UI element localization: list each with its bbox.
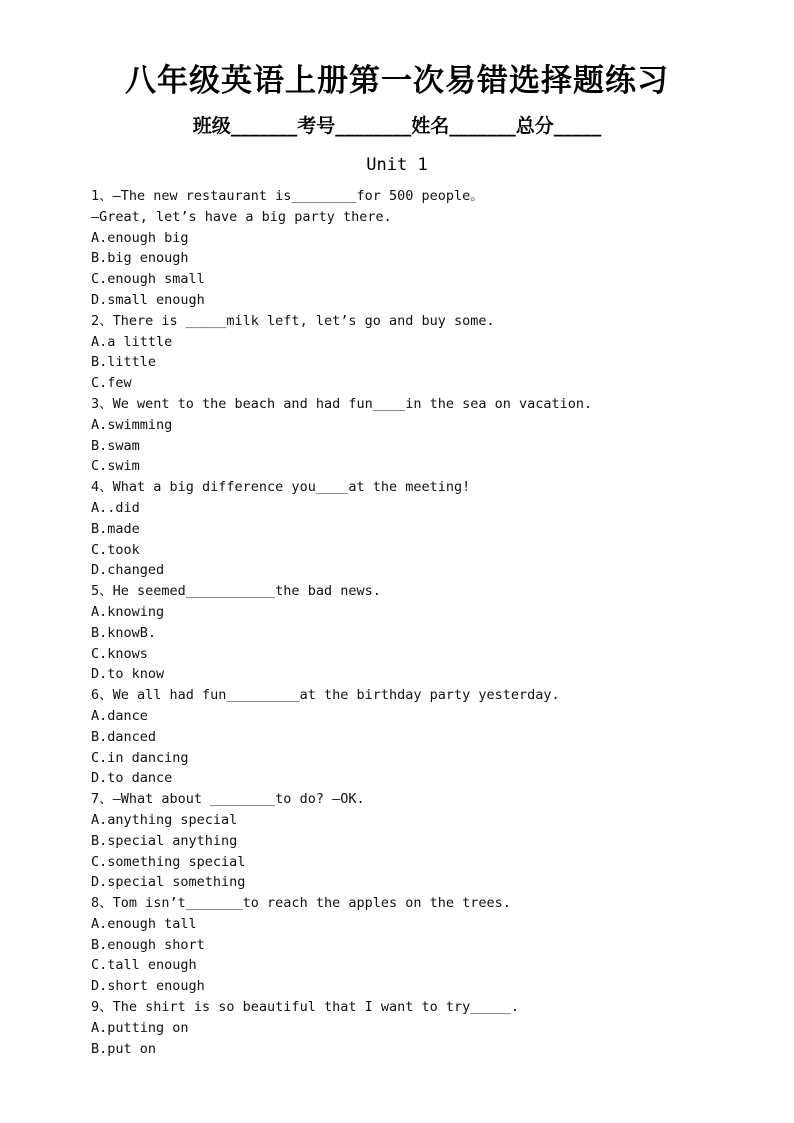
question-stem: 5、He seemed___________the bad news. bbox=[91, 583, 381, 600]
answer-option: B.danced bbox=[91, 728, 157, 745]
question-4 bbox=[91, 477, 731, 581]
answer-option: A.putting on bbox=[91, 1019, 189, 1036]
question-stem: 4、What a big difference you____at the meeting! bbox=[91, 479, 471, 496]
answer-option: B.put on bbox=[91, 1040, 157, 1057]
question-stem: 6、We all had fun_________at the birthday party yesterday. bbox=[91, 687, 560, 704]
question-8 bbox=[91, 893, 731, 997]
answer-option: D.small enough bbox=[91, 291, 205, 308]
answer-option: B.little bbox=[91, 354, 157, 371]
answer-option: C.something special bbox=[91, 853, 246, 870]
answer-option: D.to dance bbox=[91, 770, 173, 787]
unit-heading: Unit 1 bbox=[366, 155, 428, 175]
page-title: 八年级英语上册第一次易错选择题练习 bbox=[125, 63, 669, 99]
answer-option: D.special something bbox=[91, 874, 246, 891]
answer-option: A.a little bbox=[91, 333, 173, 350]
question-3 bbox=[91, 394, 731, 477]
answer-option: B.knowB. bbox=[91, 624, 157, 641]
answer-option: C.swim bbox=[91, 458, 140, 475]
answer-option: C.took bbox=[91, 541, 140, 558]
question-stem: —Great, let’s have a big party there. bbox=[91, 208, 392, 225]
question-7 bbox=[91, 789, 731, 893]
question-9 bbox=[91, 997, 731, 1059]
answer-option: B.swam bbox=[91, 437, 140, 454]
question-stem: 3、We went to the beach and had fun____in the sea on vacation. bbox=[91, 395, 593, 412]
answer-option: A.enough big bbox=[91, 229, 189, 246]
question-stem: 8、Tom isn’t_______to reach the apples on the trees. bbox=[91, 895, 511, 912]
question-stem: 1、—The new restaurant is________for 500 people。 bbox=[91, 188, 484, 204]
answer-option: A.anything special bbox=[91, 811, 238, 828]
answer-option: A.dance bbox=[91, 707, 148, 724]
answer-option: B.enough short bbox=[91, 936, 205, 953]
answer-option: C.in dancing bbox=[91, 749, 189, 766]
student-info-line: 班级_______考号________姓名_______总分_____ bbox=[192, 115, 602, 137]
answer-option: B.big enough bbox=[91, 250, 189, 267]
answer-option: A.enough tall bbox=[91, 915, 197, 932]
answer-option: D.changed bbox=[91, 562, 165, 579]
answer-option: A..did bbox=[91, 499, 140, 516]
question-stem: 7、—What about ________to do? —OK. bbox=[91, 791, 365, 808]
answer-option: C.enough small bbox=[91, 271, 205, 288]
question-2 bbox=[91, 311, 731, 394]
answer-option: D.to know bbox=[91, 666, 165, 683]
answer-option: B.special anything bbox=[91, 832, 238, 849]
question-1 bbox=[91, 186, 731, 311]
answer-option: C.tall enough bbox=[91, 957, 197, 974]
answer-option: C.few bbox=[91, 375, 132, 392]
question-stem: 2、There is _____milk left, let’s go and buy some. bbox=[91, 312, 495, 329]
question-6 bbox=[91, 685, 731, 789]
answer-option: A.swimming bbox=[91, 416, 173, 433]
question-5 bbox=[91, 581, 731, 685]
answer-option: B.made bbox=[91, 520, 140, 537]
question-stem: 9、The shirt is so beautiful that I want to try_____. bbox=[91, 999, 520, 1016]
answer-option: D.short enough bbox=[91, 978, 205, 995]
question-list bbox=[91, 186, 731, 1059]
answer-option: A.knowing bbox=[91, 603, 165, 620]
answer-option: C.knows bbox=[91, 645, 148, 662]
